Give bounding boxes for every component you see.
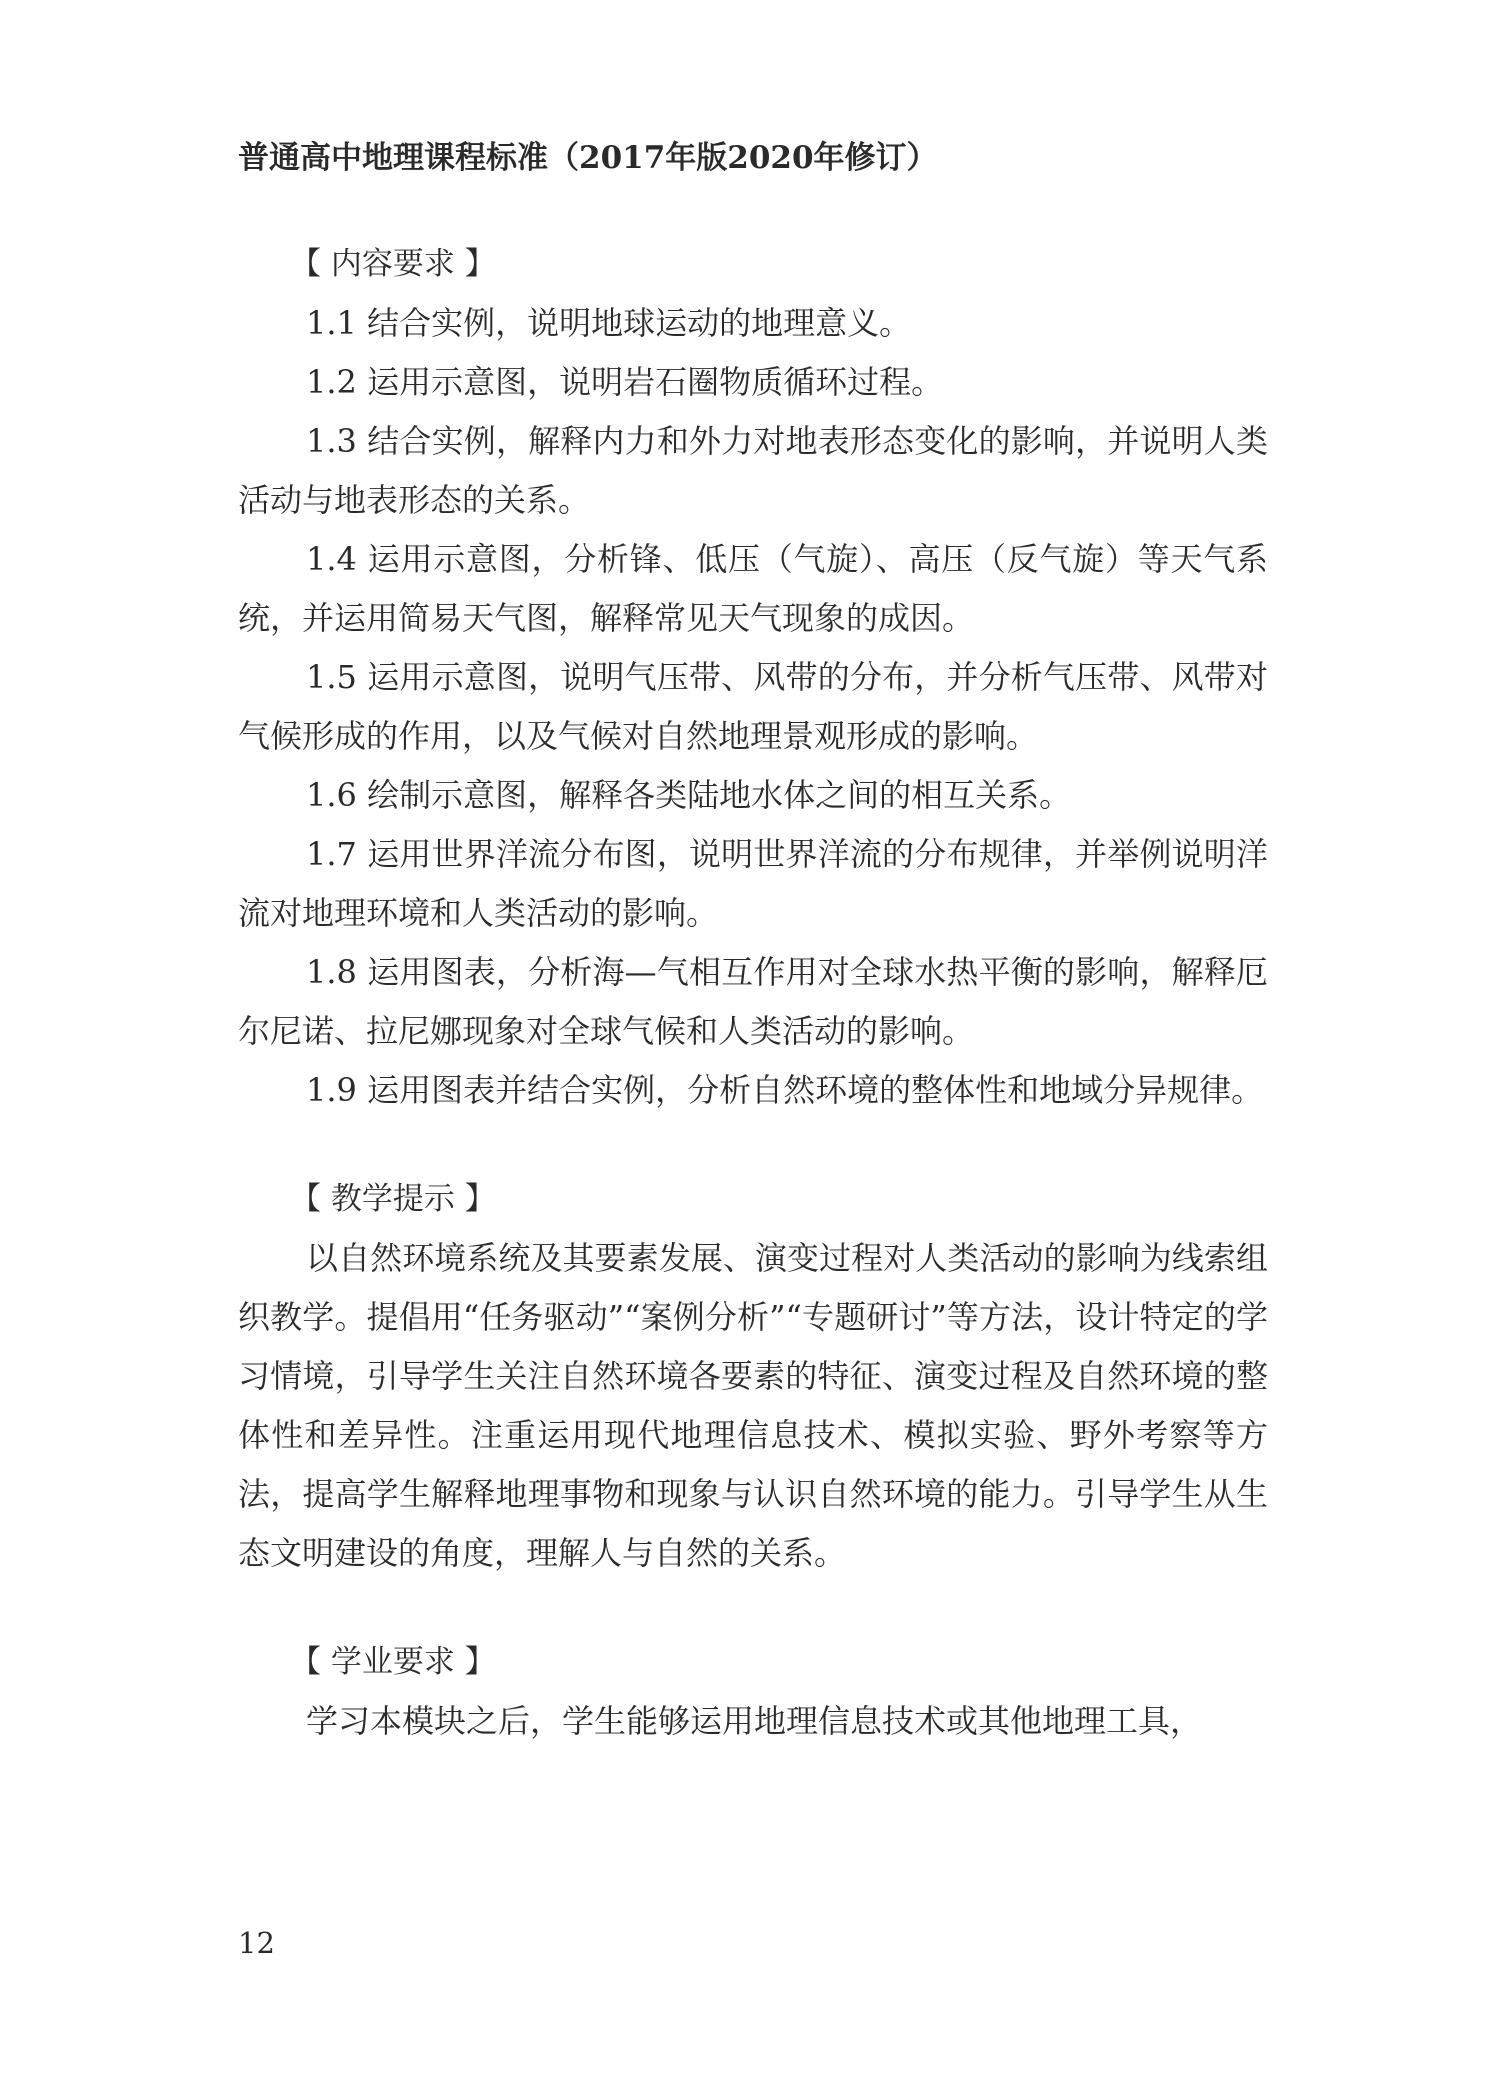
teaching-tips-heading: 【 教学提示 】 bbox=[290, 1181, 496, 1217]
requirement-item-1-1: 1.1 结合实例，说明地球运动的地理意义。 bbox=[306, 304, 912, 342]
teaching-tips-paragraph: 以自然环境系统及其要素发展、演变过程对人类活动的影响为线索组织教学。提倡用“任务驱动”“案例分析”“专题研讨”等方法，设计特定的学习情境，引导学生关注自然环境各要素的特征、演变过程及自然环境的整体性和差异性。注重运用现代地理信息技术、模拟实验、野外考察等方法，提高学生解释地理事物和现象与认识自然环境的能力。引导学生从生态文明建设的角度，理解人与自然的关系。 bbox=[238, 1239, 1268, 1572]
section-gap bbox=[238, 1583, 1268, 1633]
requirement-item-1-5: 1.5 运用示意图，说明气压带、风带的分布，并分析气压带、风带对气候形成的作用，以及气候对自然地理景观形成的影响。 bbox=[238, 658, 1268, 755]
page-body bbox=[238, 235, 1268, 1751]
requirement-item-1-7: 1.7 运用世界洋流分布图，说明世界洋流的分布规律，并举例说明洋流对地理环境和人类活动的影响。 bbox=[238, 835, 1268, 932]
requirement-item-1-2: 1.2 运用示意图，说明岩石圈物质循环过程。 bbox=[306, 363, 944, 401]
academic-requirements-paragraph: 学习本模块之后，学生能够运用地理信息技术或其他地理工具， bbox=[306, 1702, 1203, 1740]
section-gap bbox=[238, 1120, 1268, 1170]
requirement-item-1-4: 1.4 运用示意图，分析锋、低压（气旋）、高压（反气旋）等天气系统，并运用简易天气图，解释常见天气现象的成因。 bbox=[238, 540, 1268, 637]
requirement-item-1-8: 1.8 运用图表，分析海—气相互作用对全球水热平衡的影响，解释厄尔尼诺、拉尼娜现象对全球气候和人类活动的影响。 bbox=[238, 953, 1268, 1050]
requirement-item-1-3: 1.3 结合实例，解释内力和外力对地表形态变化的影响，并说明人类活动与地表形态的关系。 bbox=[238, 422, 1268, 519]
page-number: 12 bbox=[238, 1926, 275, 1960]
requirement-item-1-9: 1.9 运用图表并结合实例，分析自然环境的整体性和地域分异规律。 bbox=[306, 1071, 1264, 1109]
requirement-item-1-6: 1.6 绘制示意图，解释各类陆地水体之间的相互关系。 bbox=[306, 776, 1072, 814]
content-requirements-heading: 【 内容要求 】 bbox=[290, 246, 496, 282]
academic-requirements-heading: 【 学业要求 】 bbox=[290, 1644, 496, 1680]
running-header: 普通高中地理课程标准（2017年版2020年修订） bbox=[238, 140, 938, 176]
